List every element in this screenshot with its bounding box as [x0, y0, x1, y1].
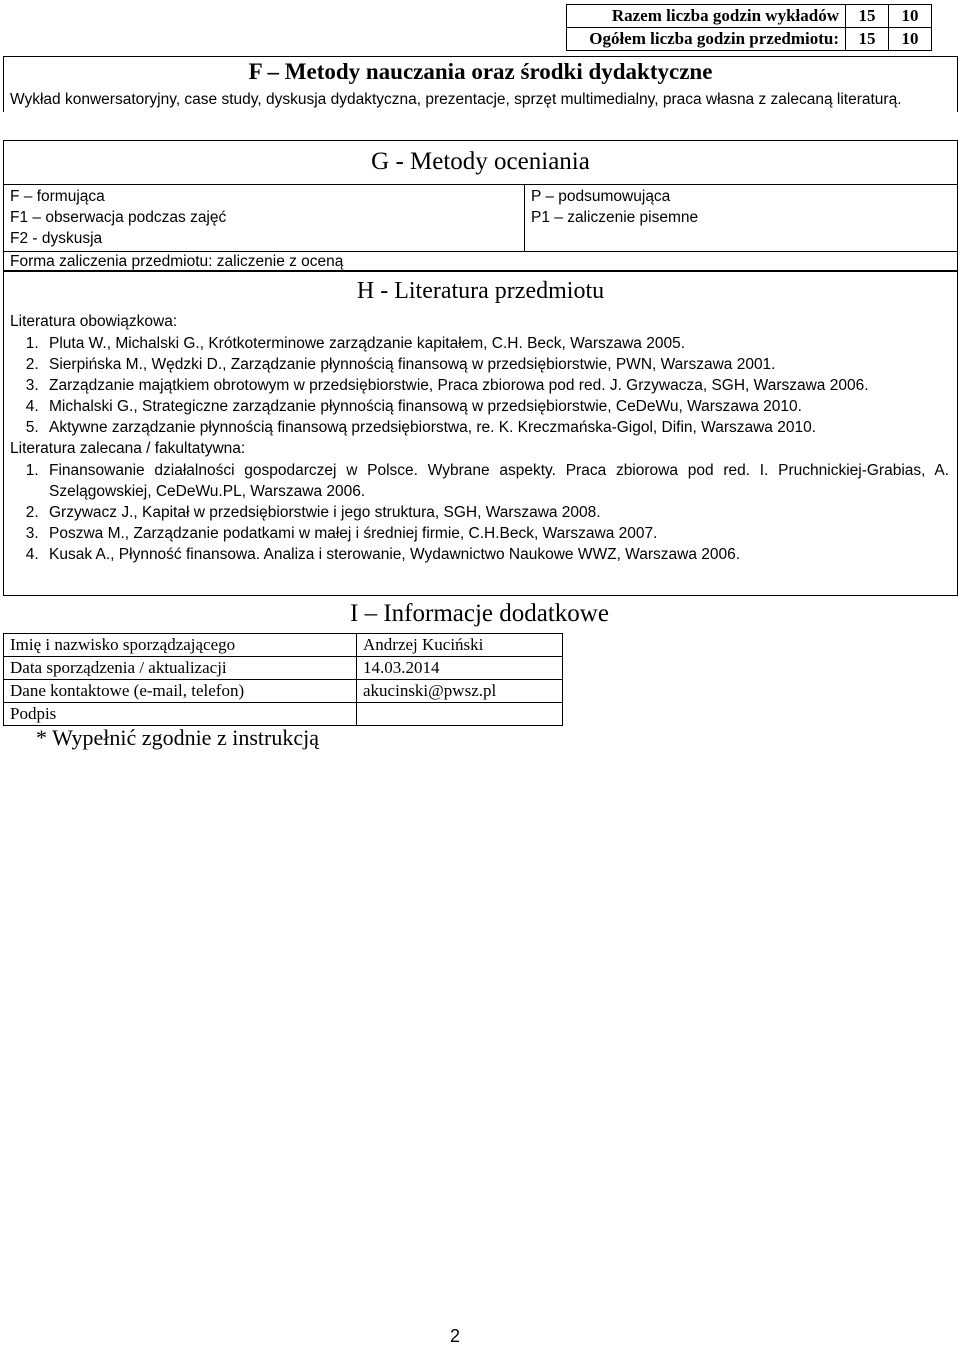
optional-literature-list — [4, 460, 957, 565]
lecture-hours-a: 15 — [846, 5, 889, 28]
formative-item: F2 - dyskusja — [10, 230, 103, 247]
lecture-hours-b: 10 — [889, 5, 932, 28]
table-row — [4, 634, 563, 657]
section-f-text: Wykład konwersatoryjny, case study, dyskusja dydaktyczna, prezentacje, sprzęt multimedialny, praca własna z zalecaną literaturą. — [10, 91, 902, 108]
total-hours-row — [567, 28, 932, 51]
mandatory-literature-label: Literatura obowiązkowa: — [10, 313, 178, 330]
additional-info-table — [3, 633, 563, 726]
list-item: 5. Aktywne zarządzanie płynnością finansową przedsiębiorstwa, re. K. Kreczmańska-Gigol, Difin, Warszawa 2010. — [43, 417, 949, 438]
list-item: 4. Michalski G., Strategiczne zarządzanie płynnością finansową w przedsiębiorstwie, CeDeWu, Warszawa 2010. — [43, 396, 949, 417]
total-hours-label: Ogółem liczba godzin przedmiotu: — [567, 28, 846, 51]
list-item: 4. Kusak A., Płynność finansowa. Analiza i sterowanie, Wydawnictwo Naukowe WWZ, Warszawa 2006. — [43, 544, 949, 565]
signature-label: Podpis — [4, 703, 357, 726]
lecture-hours-row — [567, 5, 932, 28]
table-row — [4, 657, 563, 680]
page-number: 2 — [450, 1326, 461, 1346]
section-f-title: F – Metody nauczania oraz środki dydaktyczne — [248, 59, 713, 84]
formative-assessment — [4, 185, 525, 251]
summative-heading: P – podsumowująca — [531, 188, 671, 205]
signature-value — [357, 703, 563, 726]
completion-form-label: Forma zaliczenia przedmiotu: — [10, 253, 213, 270]
assessment-columns — [4, 184, 957, 251]
summative-item: P1 – zaliczenie pisemne — [531, 209, 699, 226]
section-h-literature — [3, 270, 958, 596]
mandatory-literature-list — [4, 333, 957, 438]
list-item: 2. Grzywacz J., Kapitał w przedsiębiorstwie i jego struktura, SGH, Warszawa 2008. — [43, 502, 949, 523]
total-hours-b: 10 — [889, 28, 932, 51]
completion-form-value: zaliczenie z oceną — [212, 253, 344, 270]
author-label: Imię i nazwisko sporządzającego — [4, 634, 357, 657]
author-value: Andrzej Kuciński — [357, 634, 563, 657]
list-item: 1. Pluta W., Michalski G., Krótkoterminowe zarządzanie kapitałem, C.H. Beck, Warszawa 2005. — [43, 333, 949, 354]
contact-value: akucinski@pwsz.pl — [357, 680, 563, 703]
summative-assessment — [525, 185, 957, 251]
list-item: 2. Sierpińska M., Wędzki D., Zarządzanie płynnością finansową w przedsiębiorstwie, PWN, Warszawa 2001. — [43, 354, 949, 375]
total-hours-a: 15 — [846, 28, 889, 51]
date-value: 14.03.2014 — [357, 657, 563, 680]
section-h-title: H - Literatura przedmiotu — [356, 278, 605, 304]
contact-label: Dane kontaktowe (e-mail, telefon) — [4, 680, 357, 703]
table-row — [4, 680, 563, 703]
instruction-note: * Wypełnić zgodnie z instrukcją — [36, 725, 319, 750]
list-item: 3. Zarządzanie majątkiem obrotowym w przedsiębiorstwie, Praca zbiorowa pod red. J. Grzywacza, SGH, Warszawa 2006. — [43, 375, 949, 396]
section-g-title: G - Metody oceniania — [371, 148, 590, 175]
date-label: Data sporządzenia / aktualizacji — [4, 657, 357, 680]
hours-totals-table — [566, 4, 932, 51]
optional-literature-label: Literatura zalecana / fakultatywna: — [10, 440, 246, 457]
formative-heading: F – formująca — [10, 188, 105, 205]
lecture-hours-label: Razem liczba godzin wykładów — [567, 5, 846, 28]
section-f-teaching-methods — [3, 56, 958, 112]
formative-item: F1 – obserwacja podczas zajęć — [10, 209, 227, 226]
completion-form — [4, 251, 957, 272]
list-item: 1. Finansowanie działalności gospodarczej w Polsce. Wybrane aspekty. Praca zbiorowa pod red. I. Pruchnickiej-Grabias, A. Szelągowskiej, CeDeWu.PL, Warszawa 2006. — [43, 460, 949, 502]
list-item: 3. Poszwa M., Zarządzanie podatkami w małej i średniej firmie, C.H.Beck, Warszawa 2007. — [43, 523, 949, 544]
section-g-assessment — [3, 140, 958, 272]
section-i-title: I – Informacje dodatkowe — [350, 600, 609, 627]
